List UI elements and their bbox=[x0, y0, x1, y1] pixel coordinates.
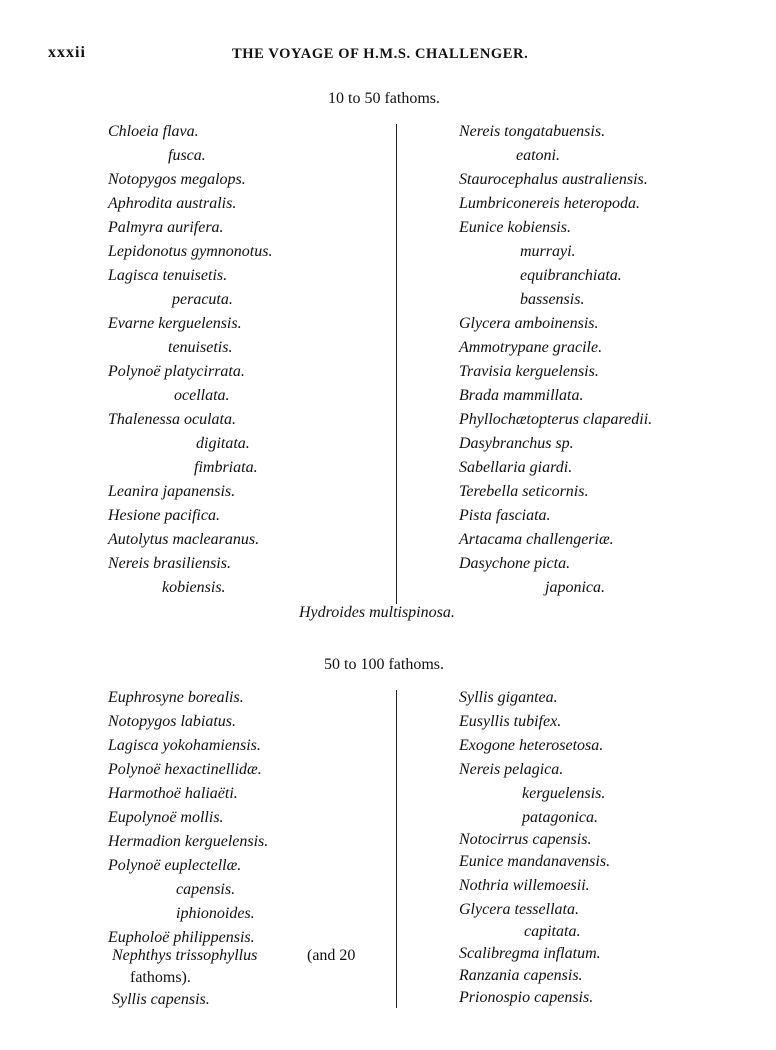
species-name: Hesione pacifica. bbox=[108, 507, 220, 524]
species-name: Nereis tongatabuensis. bbox=[459, 123, 606, 140]
species-name: Sabellaria giardi. bbox=[459, 459, 573, 476]
species-name: Syllis capensis. bbox=[112, 991, 210, 1008]
species-name: tenuisetis. bbox=[168, 339, 233, 356]
section-title-50-100: 50 to 100 fathoms. bbox=[324, 656, 444, 673]
column-divider bbox=[396, 690, 397, 1008]
species-name: Eupholoë philippensis. bbox=[108, 929, 255, 946]
species-name: Palmyra aurifera. bbox=[108, 219, 224, 236]
species-name: Exogone heterosetosa. bbox=[459, 737, 604, 754]
species-name: Pista fasciata. bbox=[459, 507, 551, 524]
species-name: Glycera tessellata. bbox=[459, 901, 579, 918]
species-name: Chloeia flava. bbox=[108, 123, 199, 140]
species-name: Polynoë hexactinellidæ. bbox=[108, 761, 262, 778]
species-name: Lumbriconereis heteropoda. bbox=[459, 195, 641, 212]
column-divider bbox=[396, 124, 397, 604]
species-name: eatoni. bbox=[516, 147, 560, 164]
species-name: peracuta. bbox=[172, 291, 233, 308]
species-name: japonica. bbox=[545, 579, 605, 596]
species-name: Eusyllis tubifex. bbox=[459, 713, 562, 730]
species-name: fimbriata. bbox=[194, 459, 258, 476]
species-name: Eupolynoë mollis. bbox=[108, 809, 224, 826]
species-name: Phyllochætopterus claparedii. bbox=[459, 411, 653, 428]
species-name: Nereis brasiliensis. bbox=[108, 555, 231, 572]
depth-note: (and 20 bbox=[307, 947, 356, 964]
species-name: Syllis gigantea. bbox=[459, 689, 558, 706]
species-name: kobiensis. bbox=[162, 579, 226, 596]
species-name: Eunice mandanavensis. bbox=[459, 853, 611, 870]
species-name: Scalibregma inflatum. bbox=[459, 945, 601, 962]
species-name: capitata. bbox=[524, 923, 581, 940]
species-name: Prionospio capensis. bbox=[459, 989, 594, 1006]
species-name: Polynoë euplectellæ. bbox=[108, 857, 242, 874]
species-name: Travisia kerguelensis. bbox=[459, 363, 599, 380]
species-name: Ranzania capensis. bbox=[459, 967, 583, 984]
species-name: Ammotrypane gracile. bbox=[459, 339, 603, 356]
species-name: fusca. bbox=[168, 147, 206, 164]
species-name: Thalenessa oculata. bbox=[108, 411, 236, 428]
section-title-10-50: 10 to 50 fathoms. bbox=[328, 90, 440, 107]
species-name: Terebella seticornis. bbox=[459, 483, 589, 500]
species-name: iphionoides. bbox=[176, 905, 255, 922]
species-name: capensis. bbox=[176, 881, 236, 898]
species-name: Dasychone picta. bbox=[459, 555, 571, 572]
species-name: Hermadion kerguelensis. bbox=[108, 833, 269, 850]
species-name: patagonica. bbox=[522, 809, 598, 826]
species-name: Lagisca yokohamiensis. bbox=[108, 737, 261, 754]
running-title: THE VOYAGE OF H.M.S. CHALLENGER. bbox=[232, 46, 529, 62]
species-name: digitata. bbox=[196, 435, 250, 452]
species-name: bassensis. bbox=[520, 291, 585, 308]
species-name: Eunice kobiensis. bbox=[459, 219, 571, 236]
species-name: Autolytus maclearanus. bbox=[108, 531, 260, 548]
species-name: Brada mammillata. bbox=[459, 387, 584, 404]
species-name: Dasybranchus sp. bbox=[459, 435, 574, 452]
species-name: kerguelensis. bbox=[522, 785, 606, 802]
page-number: xxxii bbox=[48, 44, 86, 61]
depth-note: fathoms). bbox=[130, 969, 191, 986]
species-name: murrayi. bbox=[520, 243, 576, 260]
species-name-centered: Hydroides multispinosa. bbox=[299, 604, 455, 621]
species-name: Staurocephalus australiensis. bbox=[459, 171, 648, 188]
species-name: Notopygos megalops. bbox=[108, 171, 246, 188]
species-name: Evarne kerguelensis. bbox=[108, 315, 242, 332]
species-name: Polynoë platycirrata. bbox=[108, 363, 245, 380]
species-name: Aphrodita australis. bbox=[108, 195, 237, 212]
species-name: equibranchiata. bbox=[520, 267, 622, 284]
species-name: Nereis pelagica. bbox=[459, 761, 564, 778]
species-name: Leanira japanensis. bbox=[108, 483, 236, 500]
species-name: Lagisca tenuisetis. bbox=[108, 267, 228, 284]
species-name: Glycera amboinensis. bbox=[459, 315, 599, 332]
species-name: Notocirrus capensis. bbox=[459, 831, 592, 848]
species-name: Lepidonotus gymnonotus. bbox=[108, 243, 273, 260]
species-name: Nephthys trissophyllus bbox=[112, 947, 258, 964]
species-name: Nothria willemoesii. bbox=[459, 877, 590, 894]
species-name: Notopygos labiatus. bbox=[108, 713, 237, 730]
species-name: Artacama challengeriæ. bbox=[459, 531, 614, 548]
species-name: Harmothoë haliaëti. bbox=[108, 785, 238, 802]
species-name: ocellata. bbox=[174, 387, 230, 404]
species-name: Euphrosyne borealis. bbox=[108, 689, 244, 706]
